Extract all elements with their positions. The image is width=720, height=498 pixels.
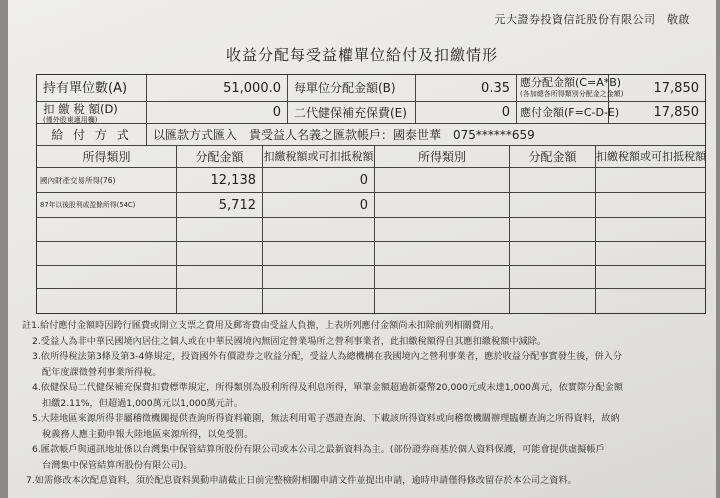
per-unit-value: 0.35	[416, 75, 517, 102]
col-tax-2: 扣繳稅額或可扣抵稅額	[596, 146, 705, 168]
payment-method-label: 給 付 方 式	[37, 124, 147, 146]
empty-cell	[510, 266, 596, 289]
footnote: 5.大陸地區來源所得非屬稽徵機關提供查詢所得資料範圍，無法利用電子憑證查詢、下載該所得資料或向稽徵機關辦理臨櫃查詢之所得資料，故納	[32, 413, 620, 424]
document-title: 收益分配每受益權單位給付及扣繳情形	[225, 46, 498, 64]
footnote: 7.如需修改本次配息資料，須於配息資料異動申請截止日前完整檢附相關申請文件並提出申請，逾時申請僅得修改留存於本公司之資料。	[26, 475, 577, 486]
empty-cell	[37, 218, 177, 242]
distribution-table	[36, 74, 706, 314]
footnote: 4.依健保局二代健保補充保費扣費標準規定，所得類別為股利所得及利息所得，單筆金額超過新臺幣20,000元或未達1,000萬元，依實際分配金額	[32, 382, 623, 393]
empty-cell	[596, 289, 705, 313]
footnote: 稅義務人應主動申報大陸地區來源所得，以免受罰。	[42, 428, 254, 440]
table-row-category: 87年以後股利或盈餘所得(54C)	[37, 193, 177, 218]
empty-cell	[263, 289, 375, 313]
footnote: 2.受益人為非中華民國境內居住之個人或在中華民國境內無固定營業場所之營利事業者，此扣繳稅額得自其應扣繳稅額中減除。	[32, 335, 547, 347]
empty-cell	[263, 218, 375, 242]
withholding-label-cell	[37, 102, 147, 124]
empty-cell	[375, 289, 510, 313]
empty-cell	[596, 193, 705, 218]
footnote: 註1.給付應付金額時因跨行匯費或開立支票之費用及郵寄費由受益人負擔，上表所列應付金額尚未扣除前列相關費用。	[22, 320, 500, 331]
col-income-category: 所得類別	[37, 146, 177, 168]
withholding-value: 0	[147, 102, 288, 124]
empty-cell	[37, 266, 177, 289]
company-name: 元大證券投資信託股份有限公司 敬啟	[494, 13, 690, 26]
empty-cell	[596, 168, 705, 193]
table-row-amount: 5,712	[177, 193, 263, 218]
empty-cell	[375, 168, 510, 193]
empty-cell	[263, 266, 375, 289]
footnote: 配年度課徵營利事業所得稅。	[42, 366, 162, 378]
col-amount-2: 分配金額	[510, 146, 596, 168]
empty-cell	[375, 242, 510, 266]
footnote: 扣繳2.11%，但超過1,000萬元以1,000萬元計。	[42, 397, 244, 409]
empty-cell	[37, 289, 177, 313]
empty-cell	[510, 193, 596, 218]
empty-cell	[596, 242, 705, 266]
distribution-label-cell	[517, 75, 624, 102]
table-row-category: 國內財產交易所得(76)	[37, 168, 177, 193]
payable-value: 17,850	[609, 102, 705, 124]
payable-label: 應付金額(F=C-D-E)	[517, 102, 609, 124]
withholding-label: 扣 繳 稅 額(D)	[43, 102, 118, 116]
units-value: 51,000.0	[147, 75, 288, 102]
empty-cell	[177, 218, 263, 242]
distribution-note: (各加總各所得類別分配金之金額)	[520, 90, 624, 98]
empty-cell	[510, 242, 596, 266]
footnote: 3.依所得稅法第3條及第3-4條規定，投資國外有價證券之收益分配，受益人為總機構在我國境內之營利事業者，應於收益分配事實發生後，併入分	[32, 351, 623, 362]
empty-cell	[263, 242, 375, 266]
empty-cell	[375, 266, 510, 289]
empty-cell	[177, 242, 263, 266]
empty-cell	[510, 218, 596, 242]
per-unit-label: 每單位分配金額(B)	[288, 75, 416, 102]
withholding-note: (僅外股東適用欄)	[43, 116, 98, 124]
empty-cell	[596, 218, 705, 242]
statement-sheet	[8, 0, 716, 498]
empty-cell	[37, 242, 177, 266]
health-premium-value: 0	[416, 102, 517, 124]
empty-cell	[177, 266, 263, 289]
empty-cell	[177, 289, 263, 313]
footnotes	[22, 318, 712, 489]
col-tax: 扣繳稅額或可扣抵稅額	[263, 146, 375, 168]
distribution-value: 17,850	[609, 75, 705, 102]
table-row-tax: 0	[263, 168, 375, 193]
distribution-label: 應分配金額(C=A*B)	[520, 76, 622, 89]
units-label: 持有單位數(A)	[37, 75, 147, 102]
table-row-tax: 0	[263, 193, 375, 218]
col-amount: 分配金額	[177, 146, 263, 168]
empty-cell	[375, 218, 510, 242]
table-row-amount: 12,138	[177, 168, 263, 193]
footnote: 6.匯款帳戶與通訊地址係以台灣集中保管結算所股份有限公司或本公司之最新資料為主。(部份證券商基於個人資料保護，可能會提供虛擬帳戶	[32, 444, 605, 455]
col-income-category-2: 所得類別	[375, 146, 510, 168]
empty-cell	[510, 168, 596, 193]
payment-method-value: 以匯款方式匯入 貴受益人名義之匯款帳戶：國泰世華 075******659	[147, 124, 705, 146]
empty-cell	[375, 193, 510, 218]
footnote: 台灣集中保管結算所股份有限公司)。	[42, 459, 193, 471]
empty-cell	[596, 266, 705, 289]
health-premium-label: 二代健保補充保費(E)	[288, 102, 416, 124]
empty-cell	[510, 289, 596, 313]
